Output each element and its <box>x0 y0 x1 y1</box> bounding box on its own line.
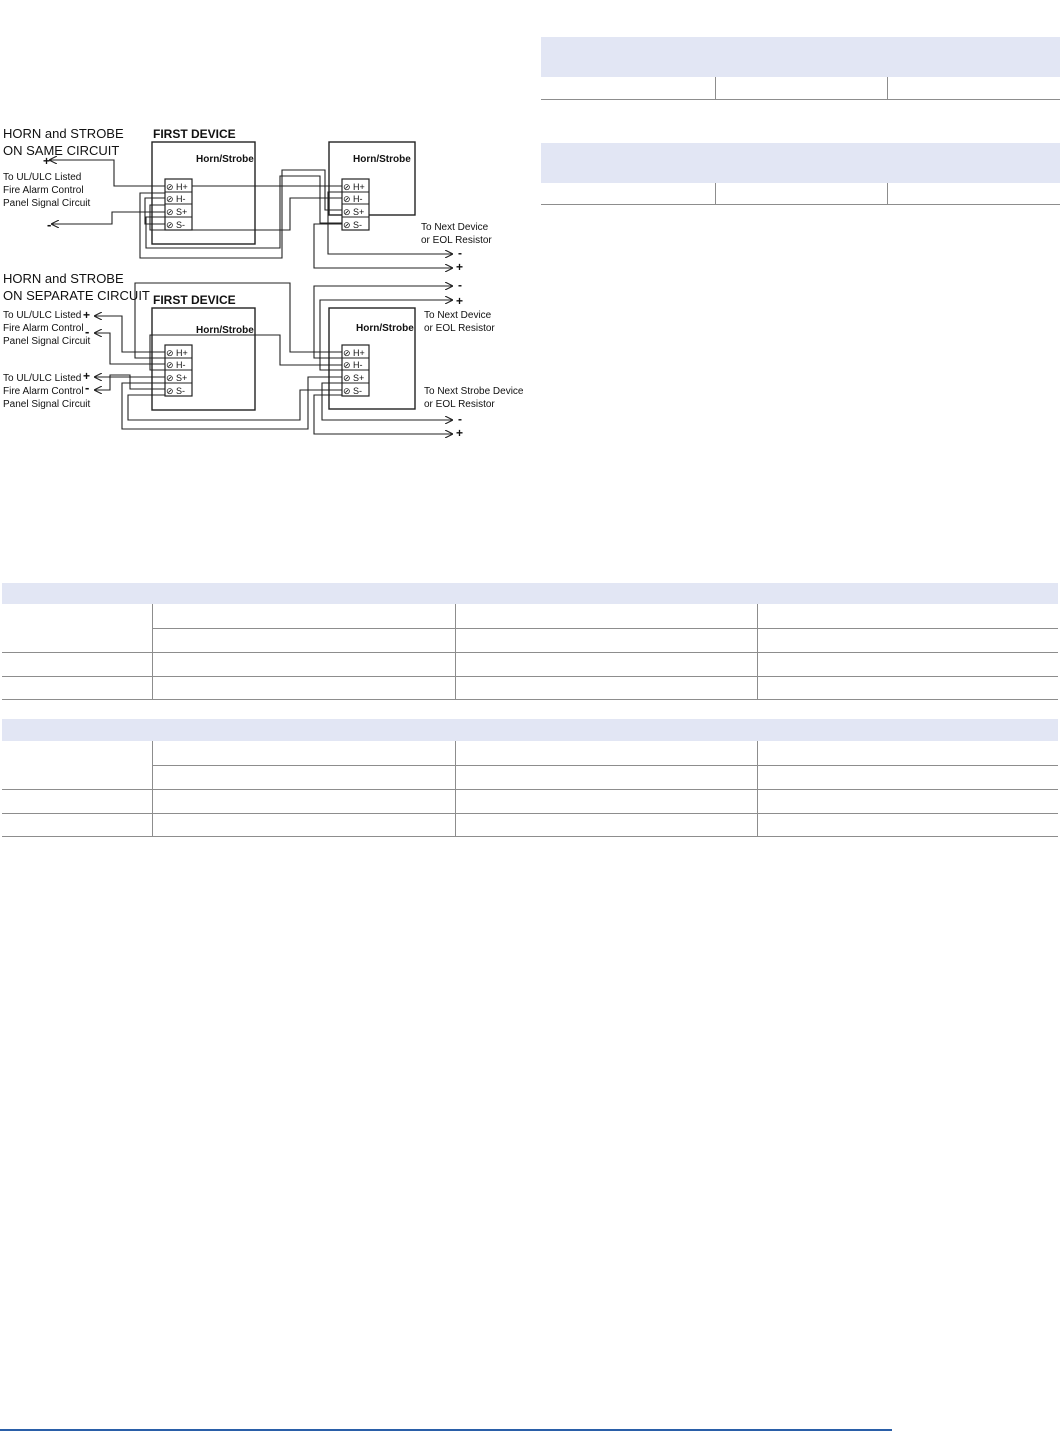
minus-sign: - <box>458 246 462 260</box>
table-cell <box>715 183 887 204</box>
table-row-header <box>2 604 152 652</box>
table-cell <box>152 789 455 813</box>
panel-label-line3: Panel Signal Circuit <box>3 336 91 347</box>
minus-sign: - <box>458 278 462 292</box>
table-cell <box>541 183 715 204</box>
screw-icon: ⊘ <box>343 348 351 358</box>
next-strobe-label-line2: or EOL Resistor <box>424 399 495 410</box>
terminal-label: S- <box>176 220 185 230</box>
wire <box>52 212 165 224</box>
table-cell <box>541 77 715 99</box>
table-cell <box>152 813 455 836</box>
table-row-header <box>2 652 152 676</box>
table-cell <box>455 628 757 652</box>
next-device-label-line1: To Next Device <box>421 222 489 233</box>
screw-icon: ⊘ <box>166 220 174 230</box>
separate-circuit-heading-line2: ON SEPARATE CIRCUIT <box>3 288 150 303</box>
table-row-header <box>2 676 152 699</box>
table-cell <box>757 813 1058 836</box>
screw-icon: ⊘ <box>343 182 351 192</box>
panel-label-line2: Fire Alarm Control <box>3 323 84 334</box>
table-cell <box>455 741 757 765</box>
terminal-block <box>165 345 192 396</box>
panel-label-line1: To UL/ULC Listed <box>3 373 82 384</box>
table-cell <box>757 628 1058 652</box>
terminal-block <box>342 345 369 396</box>
first-device-label: FIRST DEVICE <box>153 127 236 141</box>
table-cell <box>152 652 455 676</box>
table-cell <box>152 628 455 652</box>
screw-icon: ⊘ <box>166 348 174 358</box>
terminal-label: S- <box>353 220 362 230</box>
spec-table <box>2 719 1058 837</box>
separate-circuit-diagram <box>3 271 524 440</box>
terminal-label: H- <box>353 360 363 370</box>
screw-icon: ⊘ <box>343 220 351 230</box>
table-row-header <box>2 813 152 836</box>
panel-label-line2: Fire Alarm Control <box>3 185 84 196</box>
table-cell <box>152 676 455 699</box>
table-cell <box>757 604 1058 628</box>
table-cell <box>455 652 757 676</box>
terminal-block <box>165 179 192 230</box>
table-cell <box>887 183 1060 204</box>
minus-sign: - <box>458 412 462 426</box>
same-circuit-heading-line1: HORN and STROBE <box>3 126 124 141</box>
next-device-label-line2: or EOL Resistor <box>424 323 495 334</box>
table-cell <box>757 741 1058 765</box>
screw-icon: ⊘ <box>166 373 174 383</box>
screw-icon: ⊘ <box>343 194 351 204</box>
table-title <box>541 37 1060 77</box>
plus-sign: + <box>456 260 464 274</box>
table-row-header <box>2 789 152 813</box>
table-cell <box>455 604 757 628</box>
table-cell <box>715 77 887 99</box>
plus-sign: + <box>43 154 51 168</box>
minus-sign: - <box>85 324 90 339</box>
screw-icon: ⊘ <box>343 360 351 370</box>
table-cell <box>887 77 1060 99</box>
terminal-label: H+ <box>353 348 365 358</box>
table-cell <box>455 813 757 836</box>
table-title <box>2 583 1058 604</box>
device-name: Horn/Strobe <box>353 154 411 165</box>
next-device-label-line2: or EOL Resistor <box>421 235 492 246</box>
terminal-label: S+ <box>353 207 365 217</box>
panel-label-line3: Panel Signal Circuit <box>3 198 91 209</box>
terminal-label: S+ <box>176 207 188 217</box>
terminal-label: S+ <box>176 373 188 383</box>
terminal-label: S+ <box>353 373 365 383</box>
terminal-label: H+ <box>353 182 365 192</box>
table-cell <box>455 789 757 813</box>
panel-label-line3: Panel Signal Circuit <box>3 399 91 410</box>
plus-sign: + <box>456 294 464 308</box>
terminal-label: S- <box>353 386 362 396</box>
terminal-label: H+ <box>176 348 188 358</box>
table-cell <box>757 652 1058 676</box>
next-device-label-line1: To Next Device <box>424 310 492 321</box>
device-name: Horn/Strobe <box>356 323 414 334</box>
separate-circuit-heading-line1: HORN and STROBE <box>3 271 124 286</box>
table-title <box>541 143 1060 183</box>
terminal-label: S- <box>176 386 185 396</box>
screw-icon: ⊘ <box>166 386 174 396</box>
panel-label-line1: To UL/ULC Listed <box>3 310 82 321</box>
screw-icon: ⊘ <box>343 207 351 217</box>
panel-label-line2: Fire Alarm Control <box>3 386 84 397</box>
screw-icon: ⊘ <box>166 207 174 217</box>
spec-table <box>2 583 1058 700</box>
table-title <box>2 719 1058 741</box>
spec-table <box>541 37 1060 100</box>
screw-icon: ⊘ <box>343 373 351 383</box>
plus-sign: + <box>83 369 91 383</box>
table-cell <box>152 765 455 789</box>
plus-sign: + <box>456 426 464 440</box>
terminal-label: H- <box>176 194 186 204</box>
device-name: Horn/Strobe <box>196 325 254 336</box>
terminal-label: H- <box>176 360 186 370</box>
minus-sign: - <box>85 380 90 395</box>
table-cell <box>152 604 455 628</box>
device-name: Horn/Strobe <box>196 154 254 165</box>
table-cell <box>757 789 1058 813</box>
plus-sign: + <box>83 308 91 322</box>
screw-icon: ⊘ <box>343 386 351 396</box>
screw-icon: ⊘ <box>166 194 174 204</box>
spec-table <box>541 143 1060 205</box>
terminal-label: H+ <box>176 182 188 192</box>
screw-icon: ⊘ <box>166 182 174 192</box>
table-row-header <box>2 741 152 789</box>
footer-rule <box>0 1429 892 1431</box>
table-cell <box>757 676 1058 699</box>
same-circuit-diagram <box>3 126 492 274</box>
table-cell <box>152 741 455 765</box>
panel-label-line1: To UL/ULC Listed <box>3 172 82 183</box>
wiring-diagram <box>0 0 530 450</box>
terminal-label: H- <box>353 194 363 204</box>
minus-sign: - <box>47 217 52 232</box>
table-cell <box>455 676 757 699</box>
table-cell <box>455 765 757 789</box>
table-cell <box>757 765 1058 789</box>
terminal-block <box>342 179 369 230</box>
same-circuit-heading-line2: ON SAME CIRCUIT <box>3 143 120 158</box>
screw-icon: ⊘ <box>166 360 174 370</box>
first-device-label: FIRST DEVICE <box>153 293 236 307</box>
next-strobe-label-line1: To Next Strobe Device <box>424 386 524 397</box>
